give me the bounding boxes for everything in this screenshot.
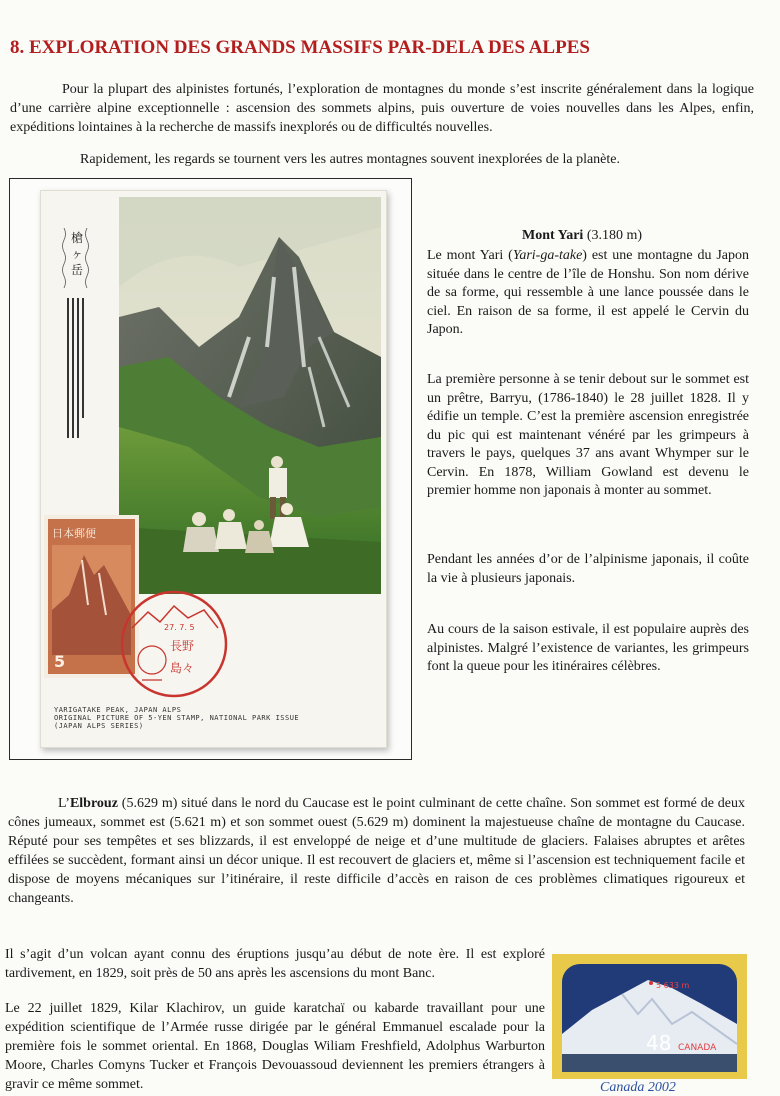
stamp-value: 5 [54,652,66,671]
japanese-vertical-text [61,228,91,438]
yari-paragraph-4: Au cours de la saison estivale, il est populaire auprès des alpinistes. Malgré l’existence de variantes, les grimpeurs font la queue pour les itinéraires célèbres. [427,622,749,674]
postmark-place-2: 島々 [170,661,195,675]
yarigatake-painting [119,197,381,594]
postmark-date: 27. 7. 5 [164,623,195,632]
yari-paragraph-1: Le mont Yari (Yari-ga-take) est une montagne du Japon située dans le centre de l’île de Honshu. Son nom dérive de sa forme, qui ressemble à une lance poussée dans le ciel. En raison de sa forme, il est appelé le Cervin du Japon. [427,248,749,337]
page-title: 8. EXPLORATION DES GRANDS MASSIFS PAR-DELA DES ALPES [10,37,590,58]
intro-paragraph: Pour la plupart des alpinistes fortunés, l’exploration de montagnes du monde s’est inscrite généralement dans la logique d’une carrière alpine exceptionnelle : ascension des sommets alpins, puis ouverture de voies nouvelles dans les Alpes, enfin, expéditions lointaines à la recherche de massifs inexplorés ou de difficultés nouvelles. [10,82,754,135]
svg-text:岳: 岳 [71,263,84,277]
volcan-paragraph-1: Il s’agit d’un volcan ayant connu des éruptions jusqu’au début de note ère. Il est exploré tardivement, en 1829, soit près de 50 ans après les ascensions du mont Banc. [5,947,545,981]
canada-altitude: 5 633 m [656,981,690,990]
volcan-paragraph-2: Le 22 juillet 1829, Kilar Klachirov, un guide karatchaï ou kabarde travaillant pour une expédition scientifique de l’Armée russe dirigée par le général Emmanuel escalade pour la première fois le sommet oriental. En 1868, Douglas Wiliam Freshfield, Adolphus Warburton Moore, Charles Comyns Tucker et François Devouassoud deviennent les premiers étrangers à gravir ce même sommet. [5,1001,545,1092]
canada-country: CANADA [678,1043,717,1053]
card-caption: YARIGATAKE PEAK, JAPAN ALPS ORIGINAL PICTURE OF 5-YEN STAMP, NATIONAL PARK ISSUE (JAPAN ALPS SERIES) [54,706,300,730]
canada-value: 48 [646,1031,672,1055]
stamp-country: 日本郵便 [52,527,96,540]
canada-stamp [552,954,747,1079]
yari-heading: Mont Yari (3.180 m) [522,228,643,243]
svg-text:ヶ: ヶ [71,247,84,261]
yari-paragraph-2: La première personne à se tenir debout sur le sommet est un prêtre, Barryu, (1786-1840) le 28 juillet 1828. Il y édifie un temple. C’est la première ascension enregistrée du pic qui est maintenant vénéré par les grimpeurs à travers le pays, quelques 37 ans avant Whymper sur le Cervin. En 1878, William Gowland est devenu le premier homme non japonais à monter au sommet. [427,372,749,498]
svg-text:槍: 槍 [71,231,84,245]
intro-paragraph-2: Rapidement, les regards se tournent vers les autres montagnes souvent inexplorées de la planète. [80,152,620,167]
red-postmark [118,588,230,700]
elbrouz-paragraph: L’Elbrouz (5.629 m) situé dans le nord du Caucase est le point culminant de cette chaîne. Son sommet est formé de deux cônes jumeaux, sommet est (5.621 m) et son sommet ouest (5.629 m) dominent la majestueuse chaîne de montagne du Caucase. Réputé pour ses tempêtes et ses blizzards, il est enveloppé de neige et d’une multitude de glaciers. Falaises abruptes et arêtes effilées se succèdent, formant ainsi un décor unique. Il est recouvert de glaciers et, même si l’ascension est techniquement facile et dispose de moyens mécaniques sur l’itinéraire, il reste difficile d’accès en raison de ces problèmes climatiques rigoureux et changeants. [8,796,745,906]
canada-caption: Canada 2002 [600,1080,676,1095]
yari-paragraph-3: Pendant les années d’or de l’alpinisme japonais, il coûte la vie à plusieurs japonais. [427,552,749,586]
postmark-place: 長野 [170,639,195,653]
